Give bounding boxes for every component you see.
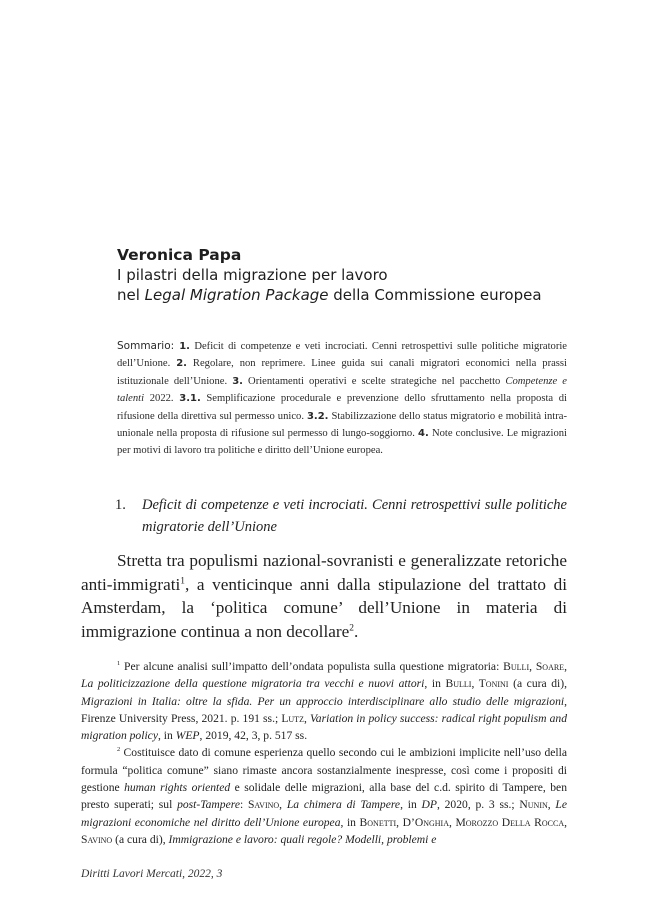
cited-title: Immigrazione e lavoro: quali regole? Modelli, problemi e: [168, 832, 437, 846]
footnote-1: [81, 658, 567, 744]
cited-journal: DP: [421, 798, 437, 812]
footnote-text: , 2019, 42, 3, p. 517 ss.: [199, 729, 308, 743]
footnote-2: [81, 744, 567, 848]
cited-author: Bonetti, D’Onghia, Morozzo Della Rocca, Savino: [81, 815, 567, 846]
cited-title: Le migrazioni economiche nel diritto dell’Unione europea: [81, 798, 568, 829]
cited-title: Migrazioni in Italia: oltre la sfida. Per un approccio interdisciplinare allo studio delle migrazioni: [81, 694, 565, 708]
footnote-text: , 2020, p. 3 ss.;: [436, 798, 520, 812]
running-footer: Diritti Lavori Mercati, 2022, 3: [81, 868, 223, 880]
footnote-text: Costituisce dato di comune esperienza quello secondo cui le ambizioni implicite nell’uso della formula “politica comune” siano rimaste ancora sostanzialmente inespresse, così come i propositi di gestione: [81, 746, 567, 795]
summary-lead: Sommario:: [117, 340, 180, 352]
paragraph-text: Stretta tra populismi nazional-sovranisti e generalizzate retoriche anti-immigrati: [81, 551, 567, 594]
summary-item-text: Orientamenti operativi e scelte strategiche nel pacchetto: [242, 375, 506, 387]
paragraph: [81, 549, 567, 643]
footnote-italic: human rights oriented: [124, 781, 231, 795]
footnote-ref[interactable]: 2: [349, 622, 354, 633]
section-number: 1.: [115, 497, 126, 513]
cited-author: Lutz: [281, 711, 304, 725]
footnotes: [81, 658, 567, 848]
footnote-italic: post-Tampere: [177, 798, 240, 812]
title-text: della Commissione europea: [328, 286, 542, 304]
footnote-mark: 1: [117, 660, 121, 668]
author-name: Veronica Papa: [117, 246, 242, 264]
footnote-text: ,: [303, 711, 310, 725]
title-italic: Legal Migration Package: [144, 286, 329, 304]
article-title-line-2: [117, 285, 577, 305]
cited-author: Savino: [247, 798, 280, 812]
footnote-ref[interactable]: 1: [180, 575, 186, 586]
footnote-text: , Firenze University Press, 2021. p. 191 ss.;: [81, 694, 567, 725]
body-paragraph: [81, 549, 567, 643]
summary-item-number: 3.1.: [179, 393, 201, 405]
summary-item-text: Regolare, non reprimere. Linee guida sui canali migratori economici nella prassi istituzionale dell’Unione.: [117, 358, 567, 387]
section-heading: [115, 494, 567, 538]
footnote-text: ,: [279, 798, 287, 812]
footnote-mark: 2: [117, 746, 121, 754]
footnote-text: :: [239, 798, 248, 812]
cited-title: Variation in policy success: radical right populism and migration policy: [81, 711, 567, 743]
footnote-text: (a cura di),: [508, 677, 567, 691]
footnote-text: ,: [547, 798, 556, 812]
cited-title: La chimera di Tampere: [286, 798, 401, 812]
title-text: nel: [117, 286, 145, 304]
paragraph-text: .: [353, 621, 359, 641]
summary-item-number: 4.: [418, 428, 429, 440]
footnote-text: (a cura di),: [112, 832, 169, 846]
footnote-text: , in: [424, 677, 446, 691]
cited-journal: WEP: [175, 729, 200, 743]
footnote-text: , in: [400, 798, 422, 812]
section-title: Deficit di competenze e veti incrociati. Cenni retrospettivi sulle politiche migratorie dell’Unione: [142, 497, 567, 535]
cited-author: Bulli, Soare: [503, 660, 565, 673]
article-title-line-1: I pilastri della migrazione per lavoro: [117, 266, 388, 284]
footnote-text: , in: [340, 815, 360, 829]
cited-author: Nunin: [519, 798, 548, 812]
summary-item-text: Deficit di competenze e veti incrociati. Cenni retrospettivi sulle politiche migratorie dell’Unione.: [117, 341, 567, 370]
summary-item-text: Note conclusive. Le migrazioni per motivi di lavoro tra politiche e diritto dell’Unione europea.: [117, 428, 567, 457]
summary-item-text: Stabilizzazione dello status migratorio e mobilità intra-unionale nella proposta di rifusione sul permesso di lungo-soggiorno.: [117, 410, 568, 440]
summary: [117, 338, 567, 460]
footnote-text: ,: [564, 660, 567, 673]
summary-item-number: 2.: [176, 358, 187, 370]
footnote-text: e solidale delle migrazioni, alla base del c.d. spirito di Tampere, ben presto superati; sul: [81, 781, 567, 812]
summary-item-text: Semplificazione procedurale e prevenzione dello sfruttamento nella proposta di rifusione della direttiva sul permesso unico.: [117, 393, 567, 422]
footnote-text: Per alcune analisi sull’impatto dell’ondata populista sulla questione migratoria:: [120, 660, 504, 673]
cited-title: La politicizzazione della questione migratoria tra vecchi e nuovi attori: [81, 677, 425, 691]
summary-item-number: 3.: [232, 375, 243, 387]
article-header: [117, 245, 577, 305]
summary-item-number: 3.2.: [306, 410, 329, 422]
footnote-text: , in: [157, 729, 176, 743]
summary-item-number: 1.: [179, 341, 190, 352]
summary-item-italic: Competenze e talenti: [117, 375, 567, 405]
paragraph-text: , a venticinque anni dalla stipulazione del trattato di Amsterdam, la ‘politica comune’ dell’Unione in materia di immigrazione continua a non decollare: [81, 574, 567, 641]
cited-author: Bulli, Tonini: [445, 677, 509, 691]
summary-item-text: 2022.: [144, 393, 180, 405]
